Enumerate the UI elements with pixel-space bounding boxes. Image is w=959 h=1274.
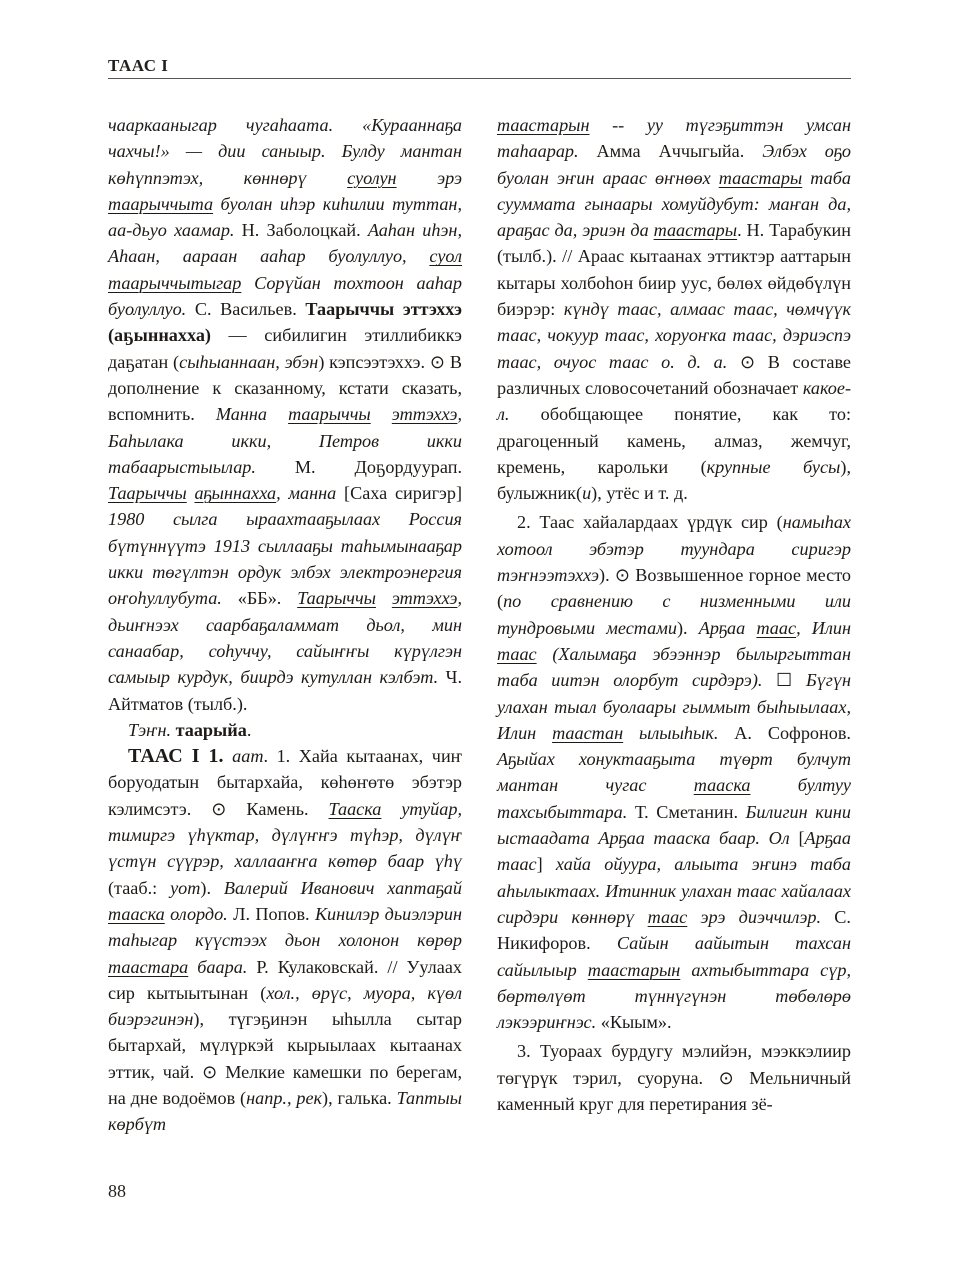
text-run: -- уу түгэҕиттэн умсан таһаарар. <box>497 115 851 162</box>
text-run: какое-л. <box>497 377 851 425</box>
text-run: Н. Тарабукин (тылб.). // Араас кытаанах эттиктэр ааттарын кытары холбоһон биир уус, бөлөх өйдөбүлүн биэрэр: <box>497 220 851 320</box>
text-run: Т. Сметанин. <box>634 801 746 822</box>
text-run: (тааб.: <box>108 877 171 898</box>
text-run: напр., рек <box>246 1087 323 1108</box>
text-run: намыһах хотоол эбэтэр туундара сиригэр тэҥнээтэххэ <box>497 512 851 586</box>
text-run: Бүгүн улахан тыал буолаары гыммыт быһыылаах, Илин <box>497 670 851 743</box>
text-run: А. Софронов. <box>734 722 851 743</box>
text-run: [Саха сиригэр] <box>344 483 462 504</box>
example-keyword: суол <box>429 246 462 267</box>
dictionary-paragraph <box>108 743 462 1137</box>
headword: таарыйа <box>175 719 247 740</box>
text-run: Мелкие камешки по берегам, на дне водоёмов ( <box>108 1061 462 1108</box>
text-run: В дополнение к сказанному, кстати сказать, вспомнить. <box>108 351 462 425</box>
text-run: крупные бусы <box>706 456 841 477</box>
text-run: Н. Заболоцкай. <box>241 220 368 241</box>
text-run: ) кэпсээтэххэ. <box>318 351 430 372</box>
example-keyword: суолун <box>347 167 397 188</box>
example-keyword: таас <box>497 643 537 664</box>
text-run: (Халымаҕа эбээннэр былыргыттан таба иитэн олорбут сирдэрэ). <box>497 643 851 691</box>
example-keyword: таастарын <box>587 959 681 980</box>
example-keyword: таарыччыта <box>108 193 214 214</box>
text-run: эрэ диэччилэр. <box>687 906 835 927</box>
text-run: уот <box>170 877 201 898</box>
text-run: обобщающее понятие, как то: драгоценный камень, алмаз, жемчуг, кремень, карольки ( <box>497 404 851 477</box>
text-run: , дьиҥнээх саарбаҕаламмат дьол, мин санаабар, соһуччу, сайыҥҥы күрүлгэн самыыр курдук, биирдэ кутуллан кэлбэт. <box>108 588 463 688</box>
header-rule <box>108 78 851 79</box>
translation-marker-icon: ⊙ <box>739 351 756 372</box>
text-run: ), булыжник( <box>497 456 851 504</box>
text-run: хол., өрүс, муора, күөл биэрэгинэн <box>108 982 462 1030</box>
text-run: ). <box>676 617 699 638</box>
text-run: 3. Туораах бурдугу мэлийэн, мээккэлиир төгүрүк тэрил, суоруна. <box>497 1041 851 1088</box>
text-run: , манна <box>276 483 345 504</box>
text-run: Сайын аайытын тахсан сайылыыр <box>497 933 851 980</box>
dictionary-paragraph <box>497 509 851 1035</box>
dictionary-paragraph <box>108 112 462 717</box>
dictionary-paragraph <box>497 1038 851 1117</box>
text-run: «Кыым». <box>600 1012 672 1033</box>
example-keyword: таастары <box>653 220 738 241</box>
example-keyword: аҕыннахха <box>194 483 277 504</box>
example-keyword: таастары <box>718 167 803 188</box>
text-run: ). <box>599 565 615 586</box>
example-keyword: Таарыччы <box>108 483 187 504</box>
text-run: Арҕаа таас <box>497 828 851 875</box>
dictionary-paragraph <box>497 112 851 506</box>
example-keyword: эттэххэ <box>391 588 458 609</box>
text-run: Камень. <box>226 798 329 819</box>
text-run: ылыыһык. <box>623 722 735 743</box>
text-run: М. Доҕордуурап. <box>294 456 462 477</box>
text-run: Арҕаа <box>698 617 757 638</box>
text-run: Кинилэр дьиэлэрин таһыгар күүстээх дьон холонон көрөр <box>108 903 462 951</box>
text-run: эрэ <box>396 167 462 188</box>
example-keyword: таастан <box>552 722 624 743</box>
text-run: Р. Кулаковскай. // Уулаах сир кытыытынан ( <box>108 956 462 1003</box>
running-head: ТААС I <box>108 56 169 75</box>
text-run: хайа ойуура, алыыта эҥинэ таба аһылыктаах. Итинник улахан таас хайалаах сирдэри көннөрү <box>497 854 851 927</box>
text-run: буолан иһэр киһилии туттан, аа-дьуо хаамар. <box>108 193 462 241</box>
text-run: . <box>737 220 747 241</box>
translation-marker-icon: ⊙ <box>614 565 631 586</box>
text-run: «ББ». <box>237 588 298 609</box>
text-run: ахтыбыттара сүр, бөртөлүөт түннүгүнэн төбөлөрө лэкээриҥнэс. <box>497 959 851 1033</box>
example-keyword: таастарын <box>497 115 590 135</box>
text-run: Валерий Иванович хаптаҕай <box>223 877 462 898</box>
text-run: Л. Попов. <box>233 903 315 924</box>
headword: ТААС I 1. <box>128 745 224 768</box>
example-keyword: таарыччы <box>288 404 371 425</box>
text-run: ), утёс и т. д. <box>591 483 688 504</box>
example-keyword: тааска <box>108 903 165 924</box>
text-run: күндү таас, алмаас таас, чөмчүүк таас, чокуур таас, хоруоҥка таас, дэриэспэ таас, очуос таас о. д. а. <box>497 299 851 372</box>
text-run: таба сууммата гынаары хомуйдубут: маҥан да, араҕас да, эриэн да <box>497 167 851 241</box>
text-run: Мельничный каменный круг для перетирания зё- <box>497 1067 851 1114</box>
example-keyword: тааска <box>693 775 751 796</box>
text-run <box>224 746 233 766</box>
example-keyword: таарыччытыгар <box>108 272 242 293</box>
text-run: ), галька. <box>322 1087 397 1108</box>
text-run: Тэҥн. <box>128 719 172 740</box>
example-keyword: Тааска <box>328 798 382 819</box>
example-keyword: таастара <box>108 956 189 977</box>
text-run <box>371 404 392 424</box>
text-run: Ч. Айтматов (тылб.). <box>108 667 462 714</box>
text-run: . <box>246 719 252 740</box>
translation-marker-icon: ⊙ <box>211 798 227 819</box>
text-run: и <box>582 483 592 504</box>
translation-marker-icon: ⊙ <box>202 1061 218 1082</box>
example-keyword: таас <box>756 617 797 638</box>
text-run: С. Васильев. <box>194 299 306 320</box>
text-run: — сибилигин этиллибиккэ даҕатан ( <box>108 325 462 372</box>
text-run: Возвышенное горное место ( <box>497 565 851 612</box>
text-run <box>727 352 740 372</box>
left-column <box>108 112 462 1138</box>
right-column <box>497 112 851 1117</box>
text-run: аат <box>232 746 264 767</box>
example-keyword: Таарыччы <box>297 588 376 609</box>
text-run: Амма Аччыгыйа. <box>596 141 763 162</box>
text-run: чааркааныгар чугаһаата. «Курааннаҕа чахчы!» — дии саныыр. Булду мантан көһүппэтэх, көннөрү <box>108 115 462 188</box>
translation-marker-icon: ⊙ <box>718 1067 734 1088</box>
text-run: Билигин кини ыстаадата Арҕаа тааска баар. Ол <box>497 801 851 849</box>
text-run: 1980 сылга ыраахтааҕылаах Россия бүтүннүүтэ 1913 сыллааҕы таһымынааҕар икки төгүлтэн ордук элбэх электроэнергия оҥоһуллубута. <box>108 509 462 609</box>
example-keyword: таас <box>647 906 688 927</box>
text-run: по сравнению с низменными или тундровыми местами <box>497 591 851 638</box>
text-run: ), түгэҕинэн ыһылла сытар бытархай, мүлүркэй кырыылаах кытаанах эттик, чай. <box>108 1009 462 1082</box>
text-run: баара. <box>188 956 257 977</box>
page-number: 88 <box>108 1181 126 1201</box>
text-run: В составе различных словосочетаний обозначает <box>497 351 851 398</box>
headword: Таарыччы эттэххэ (аҕыннахха) <box>108 299 463 346</box>
text-run: утуйар, тимиргэ үһүктар, дүлүҥҥэ түһэр, дүлүҥ үстүн сүүрэр, халлааҥҥа көтөр баар үһү <box>108 798 463 872</box>
text-run: сыһыаннаан, эбэн <box>179 351 319 372</box>
phraseology-marker-icon: ☐ <box>776 670 793 691</box>
text-run: олордо. <box>164 903 234 924</box>
text-run: Сорүйан тохтоон ааһар буолуллуо. <box>108 272 462 320</box>
text-run: ). <box>200 877 224 898</box>
text-run: . 1. Хайа кытаанах, чиҥ боруодатын бытархайа, көһөҥөтө эбэтэр кэлимсэтэ. <box>108 746 463 819</box>
text-run: , Баһылака икки, Петров икки табаарыстыылар. <box>108 404 462 477</box>
text-run: бултуу тахсыбыттара. <box>497 775 851 822</box>
example-keyword: эттэххэ <box>391 404 458 425</box>
translation-marker-icon: ⊙ <box>429 351 446 372</box>
text-run: С. Никифоров. <box>497 906 851 954</box>
text-run: Аҕыйах хонуктааҕыта түөрт булчут мантан чугас <box>497 749 851 796</box>
text-run: Манна <box>215 404 289 425</box>
text-run: , Илин <box>796 617 851 638</box>
text-run: Таптыы көрбүт <box>108 1087 462 1135</box>
text-run <box>376 588 392 608</box>
text-run: ] <box>536 854 543 875</box>
text-run: [ <box>798 828 805 849</box>
text-run: Элбэх оҕо буолан эҥин араас өҥнөөх <box>497 141 851 188</box>
text-run: 2. Таас хайалардаах үрдүк сир ( <box>517 512 783 533</box>
dictionary-paragraph <box>108 717 462 743</box>
text-run: Ааһан иһэн, Аһаан, аараан ааһар буолуллуо, <box>108 220 462 267</box>
